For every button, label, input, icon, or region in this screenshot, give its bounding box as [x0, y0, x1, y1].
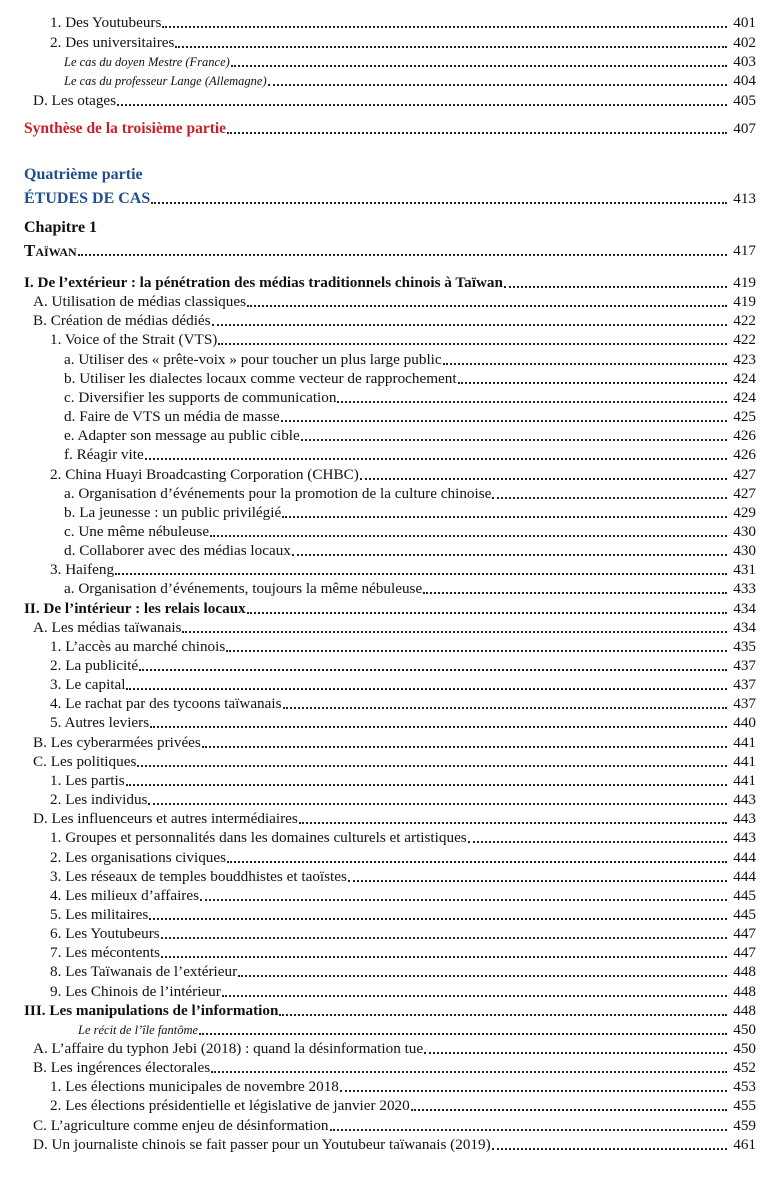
leader-dots	[175, 46, 727, 48]
synthese-label: Synthèse de la troisième partie	[24, 120, 227, 137]
entry-label: 5. Les militaires	[50, 905, 149, 923]
toc-entry[interactable]	[0, 12, 774, 32]
entry-page: 443	[733, 829, 756, 847]
entry-label: D. Un journaliste chinois se fait passer pour un Youtubeur taïwanais (2019)	[33, 1135, 491, 1153]
entry-label: b. Utiliser les dialectes locaux comme vecteur de rapprochement	[64, 369, 457, 387]
entry-page: 433	[733, 580, 756, 598]
entry-label: 3. Le capital	[50, 676, 126, 694]
toc-entry[interactable]	[0, 425, 774, 445]
leader-dots	[360, 478, 727, 480]
entry-page: 434	[733, 599, 756, 617]
leader-dots	[137, 765, 727, 767]
leader-dots	[340, 1090, 727, 1092]
entry-label: 2. Les individus	[50, 791, 148, 809]
entry-page: 447	[733, 944, 756, 962]
leader-dots	[210, 535, 727, 537]
entry-label: Le cas du professeur Lange (Allemagne)	[64, 74, 267, 88]
entry-page: 447	[733, 925, 756, 943]
leader-dots	[182, 631, 727, 633]
entry-page: 422	[733, 331, 756, 349]
toc-entry[interactable]	[0, 751, 774, 771]
entry-page: 426	[733, 427, 756, 445]
entry-page: 419	[733, 293, 756, 311]
toc-entry[interactable]	[0, 521, 774, 541]
leader-dots	[492, 497, 727, 499]
toc-entry[interactable]	[0, 540, 774, 560]
entry-label: a. Organisation d’événements, toujours la même nébuleuse	[64, 580, 423, 598]
entry-label: 9. Les Chinois de l’intérieur	[50, 982, 221, 1000]
entry-page: 419	[733, 274, 756, 291]
toc-entry[interactable]	[0, 90, 774, 110]
entry-page: 461	[733, 1135, 756, 1153]
leader-dots	[247, 305, 727, 307]
leader-dots	[504, 286, 727, 288]
entry-page: 440	[733, 714, 756, 732]
leader-dots	[150, 726, 727, 728]
toc-entry[interactable]	[0, 368, 774, 388]
entry-label: B. Création de médias dédiés	[33, 312, 211, 330]
entry-page: 425	[733, 408, 756, 426]
entry-label: Le cas du doyen Mestre (France)	[64, 55, 230, 69]
entry-label: 2. Des universitaires	[50, 34, 175, 51]
toc-entry[interactable]	[0, 598, 774, 618]
leader-dots	[149, 918, 727, 920]
entry-label: B. Les ingérences électorales	[33, 1059, 211, 1077]
toc-entry[interactable]	[0, 272, 774, 292]
entry-label: a. Organisation d’événements pour la promotion de la culture chinoise	[64, 484, 492, 502]
entry-label: 8. Les Taïwanais de l’extérieur	[50, 963, 238, 981]
entry-label: D. Les otages	[33, 92, 117, 109]
toc-entry[interactable]	[0, 70, 774, 90]
part-subtitle: ÉTUDES DE CAS	[24, 190, 151, 207]
entry-label: 6. Les Youtubeurs	[50, 925, 160, 943]
toc-entry[interactable]	[0, 329, 774, 349]
entry-label: 2. Les organisations civiques	[50, 848, 227, 866]
entry-page: 423	[733, 350, 756, 368]
entry-label: d. Collaborer avec des médias locaux	[64, 542, 291, 560]
leader-dots	[227, 132, 727, 134]
toc-entry[interactable]	[0, 559, 774, 579]
entry-page: 445	[733, 886, 756, 904]
entry-page: 445	[733, 905, 756, 923]
toc-entry[interactable]	[0, 866, 774, 886]
entry-label: 2. La publicité	[50, 657, 139, 674]
leader-dots	[337, 401, 727, 403]
entry-page: 430	[733, 522, 756, 540]
toc-entry[interactable]	[0, 406, 774, 426]
leader-dots	[115, 573, 727, 575]
toc-entry[interactable]	[0, 885, 774, 905]
entry-label: 3. Les réseaux de temples bouddhistes et taoïstes	[50, 867, 347, 885]
leader-dots	[348, 880, 727, 882]
entry-page: 444	[733, 867, 756, 885]
entry-page: 427	[733, 465, 756, 483]
toc-entry[interactable]	[0, 789, 774, 809]
leader-dots	[126, 784, 727, 786]
entry-page: 459	[733, 1116, 756, 1134]
leader-dots	[423, 592, 727, 594]
entry-label: d. Faire de VTS un média de masse	[64, 408, 280, 426]
leader-dots	[424, 1052, 727, 1054]
toc-entry[interactable]	[0, 923, 774, 943]
entry-label: b. La jeunesse : un public privilégié	[64, 503, 282, 521]
toc-entry-synthese[interactable]	[0, 118, 774, 138]
entry-page: 448	[733, 963, 756, 981]
toc-entry[interactable]	[0, 464, 774, 484]
entry-page: 427	[733, 484, 756, 502]
toc-entry-part[interactable]	[0, 188, 774, 208]
entry-page: 441	[733, 771, 756, 789]
entry-label: 3. Haifeng	[50, 561, 115, 579]
entry-label: A. Les médias taïwanais	[33, 618, 182, 636]
leader-dots	[330, 1129, 727, 1131]
entry-label: 7. Les mécontents	[50, 944, 161, 962]
entry-page: 443	[733, 810, 756, 828]
toc-entry[interactable]	[0, 51, 774, 71]
toc-entry[interactable]	[0, 617, 774, 637]
leader-dots	[145, 458, 727, 460]
entry-page: 413	[733, 190, 756, 207]
entry-label: 4. Le rachat par des tycoons taïwanais	[50, 695, 282, 713]
toc-entry[interactable]	[0, 502, 774, 522]
toc-entry[interactable]	[0, 1076, 774, 1096]
leader-dots	[126, 688, 727, 690]
toc-entry-chapter[interactable]	[0, 240, 774, 260]
leader-dots	[78, 254, 727, 256]
entry-label: C. Les politiques	[33, 752, 137, 770]
entry-label: e. Adapter son message au public cible	[64, 427, 300, 445]
toc-entry[interactable]	[0, 847, 774, 867]
leader-dots	[247, 612, 727, 614]
toc-entry[interactable]	[0, 444, 774, 464]
entry-page: 450	[733, 1020, 756, 1038]
entry-page: 434	[733, 618, 756, 636]
toc-entry[interactable]	[0, 904, 774, 924]
entry-page: 405	[733, 92, 756, 109]
leader-dots	[227, 861, 727, 863]
entry-label: 5. Autres leviers	[50, 714, 150, 732]
toc-entry[interactable]	[0, 732, 774, 752]
leader-dots	[151, 202, 727, 204]
leader-dots	[279, 1014, 727, 1016]
leader-dots	[211, 1071, 727, 1073]
entry-label: 1. L’accès au marché chinois	[50, 637, 226, 655]
leader-dots	[226, 650, 727, 652]
toc-entry[interactable]	[0, 291, 774, 311]
entry-page: 441	[733, 733, 756, 751]
toc-entry[interactable]	[0, 674, 774, 694]
entry-page: 448	[733, 1001, 756, 1019]
leader-dots	[218, 343, 727, 345]
leader-dots	[492, 1148, 727, 1150]
entry-page: 424	[733, 369, 756, 387]
leader-dots	[200, 899, 727, 901]
toc-entry[interactable]	[0, 1038, 774, 1058]
entry-page: 401	[733, 14, 756, 31]
toc-entry[interactable]	[0, 483, 774, 503]
entry-page: 407	[733, 120, 756, 137]
entry-label: f. Réagir vite	[64, 446, 144, 464]
entry-page: 404	[733, 72, 756, 89]
leader-dots	[222, 995, 727, 997]
leader-dots	[212, 324, 727, 326]
entry-page: 426	[733, 446, 756, 464]
entry-page: 452	[733, 1059, 756, 1077]
leader-dots	[411, 1109, 727, 1111]
leader-dots	[301, 439, 727, 441]
toc-entry[interactable]	[0, 1115, 774, 1135]
toc-entry[interactable]	[0, 655, 774, 675]
toc-entry[interactable]	[0, 1000, 774, 1020]
leader-dots	[161, 937, 727, 939]
entry-page: 437	[733, 657, 756, 674]
leader-dots	[292, 554, 727, 556]
entry-page: 417	[733, 242, 756, 259]
entry-label: 1. Des Youtubeurs	[50, 14, 162, 31]
entry-page: 450	[733, 1040, 756, 1057]
entry-page: 430	[733, 542, 756, 560]
leader-dots	[281, 420, 727, 422]
entry-page: 429	[733, 503, 756, 521]
leader-dots	[468, 841, 727, 843]
leader-dots	[199, 1033, 727, 1035]
leader-dots	[162, 26, 727, 28]
entry-label: B. Les cyberarmées privées	[33, 733, 201, 751]
entry-page: 443	[733, 791, 756, 809]
chapter-name: Taïwan	[24, 241, 77, 260]
entry-page: 435	[733, 637, 756, 655]
entry-label: 1. Les partis	[50, 771, 125, 789]
entry-label: a. Utiliser des « prête-voix » pour toucher un plus large public	[64, 350, 442, 368]
toc-entry[interactable]	[0, 981, 774, 1001]
leader-dots	[117, 104, 727, 106]
entry-page: 402	[733, 34, 756, 51]
entry-page: 403	[733, 53, 756, 70]
entry-page: 444	[733, 848, 756, 866]
toc-entry[interactable]	[0, 32, 774, 52]
entry-label: II. De l’intérieur : les relais locaux	[24, 599, 246, 617]
entry-label: A. L’affaire du typhon Jebi (2018) : quand la désinformation tue	[33, 1040, 424, 1057]
toc-entry[interactable]	[0, 693, 774, 713]
leader-dots	[139, 669, 727, 671]
entry-label: 1. Les élections municipales de novembre 2018	[50, 1078, 339, 1096]
entry-label: D. Les influenceurs et autres intermédiaires	[33, 810, 298, 828]
entry-label: 1. Groupes et personnalités dans les domaines culturels et artistiques	[50, 829, 467, 847]
toc-entry[interactable]	[0, 387, 774, 407]
entry-page: 455	[733, 1097, 756, 1115]
entry-label: 2. China Huayi Broadcasting Corporation (CHBC)	[50, 465, 359, 483]
entry-page: 424	[733, 388, 756, 406]
entry-page: 422	[733, 312, 756, 330]
leader-dots	[283, 707, 727, 709]
toc-entry[interactable]	[0, 1095, 774, 1115]
entry-page: 431	[733, 561, 756, 579]
toc-entry[interactable]	[0, 712, 774, 732]
toc-entry[interactable]	[0, 636, 774, 656]
entry-label: A. Utilisation de médias classiques	[33, 293, 247, 311]
toc-entry[interactable]	[0, 1057, 774, 1077]
leader-dots	[231, 65, 727, 67]
entry-label: 4. Les milieux d’affaires	[50, 886, 200, 904]
entry-page: 441	[733, 752, 756, 770]
entry-label: c. Une même nébuleuse	[64, 522, 210, 540]
leader-dots	[458, 382, 727, 384]
toc-entry[interactable]	[0, 808, 774, 828]
toc-entry[interactable]	[0, 942, 774, 962]
leader-dots	[202, 746, 727, 748]
entry-label: 1. Voice of the Strait (VTS)	[50, 331, 218, 349]
toc-entry[interactable]	[0, 770, 774, 790]
leader-dots	[148, 803, 727, 805]
chapter-title: Chapitre 1	[24, 219, 98, 236]
entry-label: I. De l’extérieur : la pénétration des médias traditionnels chinois à Taïwan	[24, 274, 503, 291]
entry-label: c. Diversifier les supports de communication	[64, 388, 337, 406]
entry-label: C. L’agriculture comme enjeu de désinformation	[33, 1116, 329, 1134]
leader-dots	[299, 822, 727, 824]
entry-page: 437	[733, 676, 756, 694]
entry-page: 437	[733, 695, 756, 713]
entry-label: Le récit de l’île fantôme	[78, 1022, 199, 1037]
entry-label: III. Les manipulations de l’information	[24, 1001, 279, 1019]
leader-dots	[161, 956, 727, 958]
leader-dots	[268, 84, 727, 86]
toc-entry[interactable]	[0, 827, 774, 847]
toc-entry[interactable]	[0, 578, 774, 598]
toc-entry[interactable]	[0, 1134, 774, 1154]
toc-entry[interactable]	[0, 310, 774, 330]
toc-entry[interactable]	[0, 349, 774, 369]
entry-label: 2. Les élections présidentielle et législative de janvier 2020	[50, 1097, 410, 1115]
entry-page: 448	[733, 982, 756, 1000]
part-title: Quatrième partie	[24, 166, 143, 183]
toc-entry[interactable]	[0, 961, 774, 981]
leader-dots	[238, 975, 727, 977]
toc-entry[interactable]	[0, 1019, 774, 1039]
leader-dots	[443, 363, 727, 365]
entry-page: 453	[733, 1078, 756, 1096]
leader-dots	[282, 516, 727, 518]
